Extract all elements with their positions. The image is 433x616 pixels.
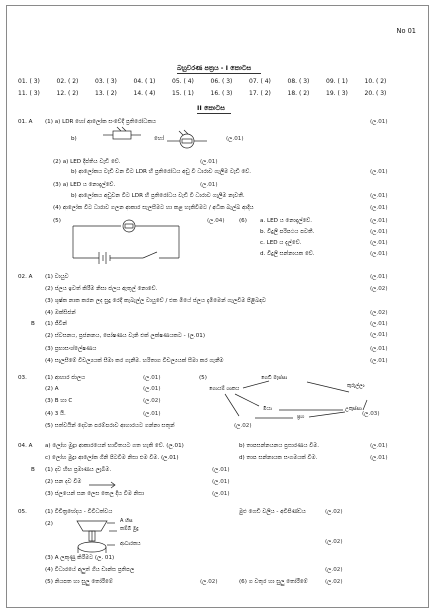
q1-number: 01. A <box>18 119 33 125</box>
mark: (ල.01) <box>370 240 388 246</box>
part2-title: II කොටස <box>197 104 225 112</box>
q4-line: a) ලෝහ මුද්‍රා ආකාරයෙන් භාවිතයට ගත හැකි වේ. (ල.01) <box>45 443 184 449</box>
mcq-answer: 03. ( 3) <box>95 78 117 85</box>
mcq-answer: 05. ( 4) <box>172 78 194 85</box>
fw-node: ගොයම් ශාකය <box>209 386 240 392</box>
q5-line: (6) ග වතුර හා සුලු තෝරීමේ <box>239 579 308 585</box>
mcq-answer: 18. ( 2) <box>287 90 310 97</box>
q1-line: (6) <box>239 218 247 224</box>
mark: (ල.01) <box>370 205 388 211</box>
q4-number: 04. A <box>18 443 33 449</box>
q1-line: (3) a) LED ය නොදැල්වේ. <box>53 182 116 188</box>
q4-line: (2) සන දව වීම <box>45 479 82 485</box>
q2-line: (1) ජීවීන් <box>45 321 68 327</box>
mcq-answer: 08. ( 3) <box>287 78 310 85</box>
mcq-answer: 06. ( 3) <box>210 78 233 85</box>
mcq-answer: 19. ( 3) <box>326 90 348 97</box>
mcq-answer: 10. ( 2) <box>364 78 387 85</box>
q5-line: (2) <box>45 521 53 527</box>
title-underline <box>197 113 231 114</box>
mcq-answer: 15. ( 1) <box>172 90 194 97</box>
mark: (ල.01) <box>370 346 388 352</box>
mark: (ල.01) <box>370 193 388 199</box>
mcq-answer: 20. ( 3) <box>364 90 387 97</box>
q1-line: b) ආලෝකය අඩුවන විට LDR හි ප්‍රතිරෝධය වැඩි වී ධාරාව ගැලීම නැවතී. <box>71 193 245 199</box>
q1-line: a. LED ය නොදැල්වේ. <box>260 218 313 224</box>
q4-line: (3) ජලයෙන් සන ලෙස තෙල දිය වීම නිසා <box>45 491 145 497</box>
mark: (ල.01) <box>370 274 388 280</box>
ldr-circle-symbol <box>167 130 217 150</box>
answer-sheet-page <box>6 5 429 608</box>
q5-number: 05. <box>18 509 27 515</box>
mcq-answer: 07. ( 4) <box>249 78 271 85</box>
q3-line: (2) A <box>45 386 59 392</box>
mark: (ල.01) <box>226 136 244 142</box>
mark: (ල.01) <box>212 467 230 473</box>
mark: (ල.01) <box>370 358 388 364</box>
q5-line: (1) විචිත්‍රභේදය - විවිධත්වය <box>45 509 113 515</box>
q1-line: c. LED ය දැල්වේ. <box>260 240 302 246</box>
mark: (ල.02) <box>325 539 343 545</box>
fw-node: උකුස්සා <box>345 406 362 412</box>
mark: (ල.01) <box>212 479 230 485</box>
title-underline <box>177 73 261 74</box>
q1-line-1: (1) a) LDR හෝ ආලෝක සංවේදී ප්‍රතිරෝධකය <box>45 119 157 125</box>
mark: (ල.02) <box>143 398 161 404</box>
mcq-answer: 04. ( 1) <box>133 78 156 85</box>
q3-line: (3) B හා C <box>45 398 73 404</box>
mark: (ල.01) <box>143 411 161 417</box>
q3-line: (5) <box>199 375 207 381</box>
fw-node: ප්‍රහ <box>297 414 305 420</box>
page-number: No 01 <box>396 27 416 35</box>
apparatus-label: ආධාරකය <box>120 541 141 547</box>
q4-line: (1) දව හිඟ ප්‍රමාණය ලැබීම. <box>45 467 112 473</box>
q2-line: (4) ඔක්සිජන් <box>45 310 76 316</box>
q2-line: (4) සැලසීමේ විචල්‍යයක් සීමා කර ගැනීම. හරිතාග විචල්‍යයක් සීමා කර ගැනීම <box>45 358 224 364</box>
q4-line: b) තාපසන්නයනය ප්‍රසාරණය වීම. <box>239 443 320 449</box>
q4-line: d) තාප සන්නායක සංගමයක් වීම. <box>239 455 318 461</box>
q1-line: (4) ආලෝක විට ධාරාව ගලන ආකාර සැලසීමට හා කළ හැකිවීමට / අධික බැල්බ ආදිය <box>53 205 254 211</box>
q2-line: (3) ශුෂ්ක නාක කරන ලද සුදු රෙදි කැබැල්ල වායුවේ / එක මීයේ ජලය දැමීමෙන් ගැලවීම පිළිබඳව <box>45 298 266 304</box>
mark: (ල.04) <box>207 218 225 224</box>
q2-line: (3) ප්‍රභාසංශ්ලේෂණය <box>45 346 97 352</box>
mcq-answer: 09. ( 1) <box>326 78 348 85</box>
mark: (ල.01) <box>200 182 218 188</box>
mark: (ල.01) <box>370 218 388 224</box>
mark: (ල.01) <box>370 321 388 327</box>
q1-line: b) ආලෝකය වැඩි වන විට LDR හි ප්‍රතිරෝධය අඩු වී ධාරාව ගැලීම වැඩි වේ. <box>71 169 252 175</box>
mark: (ල.01) <box>212 491 230 497</box>
part1-title: බහුවරණ පත්‍රය - I කොටස <box>177 64 252 72</box>
q2-number: 02. A <box>18 274 33 280</box>
mcq-answer: 12. ( 2) <box>56 90 79 97</box>
mark: (ල.01) <box>143 375 161 381</box>
or-label: හෝ <box>154 136 165 142</box>
mark: (ල.01) <box>370 332 388 338</box>
mcq-answer: 17. ( 2) <box>249 90 271 97</box>
fw-node: මීයා <box>263 406 272 412</box>
q1-line: d. විදුලි සන්නායක වේ. <box>260 251 315 257</box>
q4-line: c) ලෝහ මුද්‍රා ආලෝක ගිනි පිටවීම නිසා එම වීම. (ල.01) <box>45 455 179 461</box>
mark: (ල.02) <box>200 579 218 585</box>
q5-line: (4) විධාරයේ අලුත් ගිය ඩාන්ස ප්‍රතිපල <box>45 567 135 573</box>
q1-line: b. විදුලි පරිපථය පවතී. <box>260 229 315 235</box>
mark: (ල.02) <box>370 286 388 292</box>
mark: (ල.01) <box>370 251 388 257</box>
q3-number: 03. <box>18 375 27 381</box>
q3-line: (4) 3 යි. <box>45 411 66 417</box>
fw-node: ගෙඩි මැස්සා <box>261 375 288 381</box>
mark: (ල.02) <box>325 509 343 515</box>
mark: (ල.01) <box>370 443 388 449</box>
mark: (ල.02) <box>370 310 388 316</box>
q4-b: B <box>31 467 35 473</box>
mark: (ල.02) <box>325 579 343 585</box>
mark: (ල.01) <box>370 455 388 461</box>
q2-line: (1) වායුව <box>45 274 69 280</box>
q5-line: (5) නියපත හා සුලු තෝරීමේ <box>45 579 113 585</box>
q1-b: b) <box>71 136 77 142</box>
mcq-answer: 13. ( 2) <box>95 90 117 97</box>
mcq-answer: 02. ( 2) <box>56 78 79 85</box>
apparatus-label: කම්බි මුද්‍ර <box>120 526 139 532</box>
mcq-answer: 11. ( 3) <box>18 90 40 97</box>
mark: (ල.03) <box>362 411 380 417</box>
mark: (ල.01) <box>370 229 388 235</box>
mark: (ල.01) <box>370 169 388 175</box>
q5-line: (3) A ලකුණු කිරීමට (ල. 01) <box>45 555 115 561</box>
q3-line: (5) සත්වයින් දෙවන පරම්පරාව ආහාරයට ගන්නා සතුන් <box>45 423 175 429</box>
mcq-answer: 01. ( 3) <box>18 78 40 85</box>
q2-line: (2) ස්වසනය, ප්‍රජනනය, පෝෂණය වැනි එක් ලක්ෂණයකට - (ල.01) <box>45 333 206 339</box>
q3-line: (1) ආහාර ජාලය <box>45 375 86 381</box>
q1-line: (2) a) LED දීප්තිය වැඩි වේ. <box>53 159 121 165</box>
mark: (ල.02) <box>234 423 252 429</box>
mcq-answer: 14. ( 4) <box>133 90 156 97</box>
circuit-diagram <box>69 222 189 264</box>
apparatus-label: A හිස <box>120 518 133 524</box>
mark: (ල.02) <box>325 567 343 573</box>
mcq-answer: 16. ( 3) <box>210 90 233 97</box>
arrow <box>89 482 119 488</box>
q1-line: (5) <box>53 218 61 224</box>
mark: (ල.01) <box>143 386 161 392</box>
q2-b: B <box>31 321 35 327</box>
fw-node: කුරුල්ලා <box>347 383 365 389</box>
q5-line: මුළු ගෙඩි වලිය - අවිපිණ්ඩය <box>239 509 306 515</box>
mark: (ල.01) <box>370 119 388 125</box>
mark: (ල.01) <box>200 159 218 165</box>
q2-line: (2) ජලය ඉවත් කිරීම නිසා ජලය ඇතුල් නොවේ. <box>45 286 158 292</box>
